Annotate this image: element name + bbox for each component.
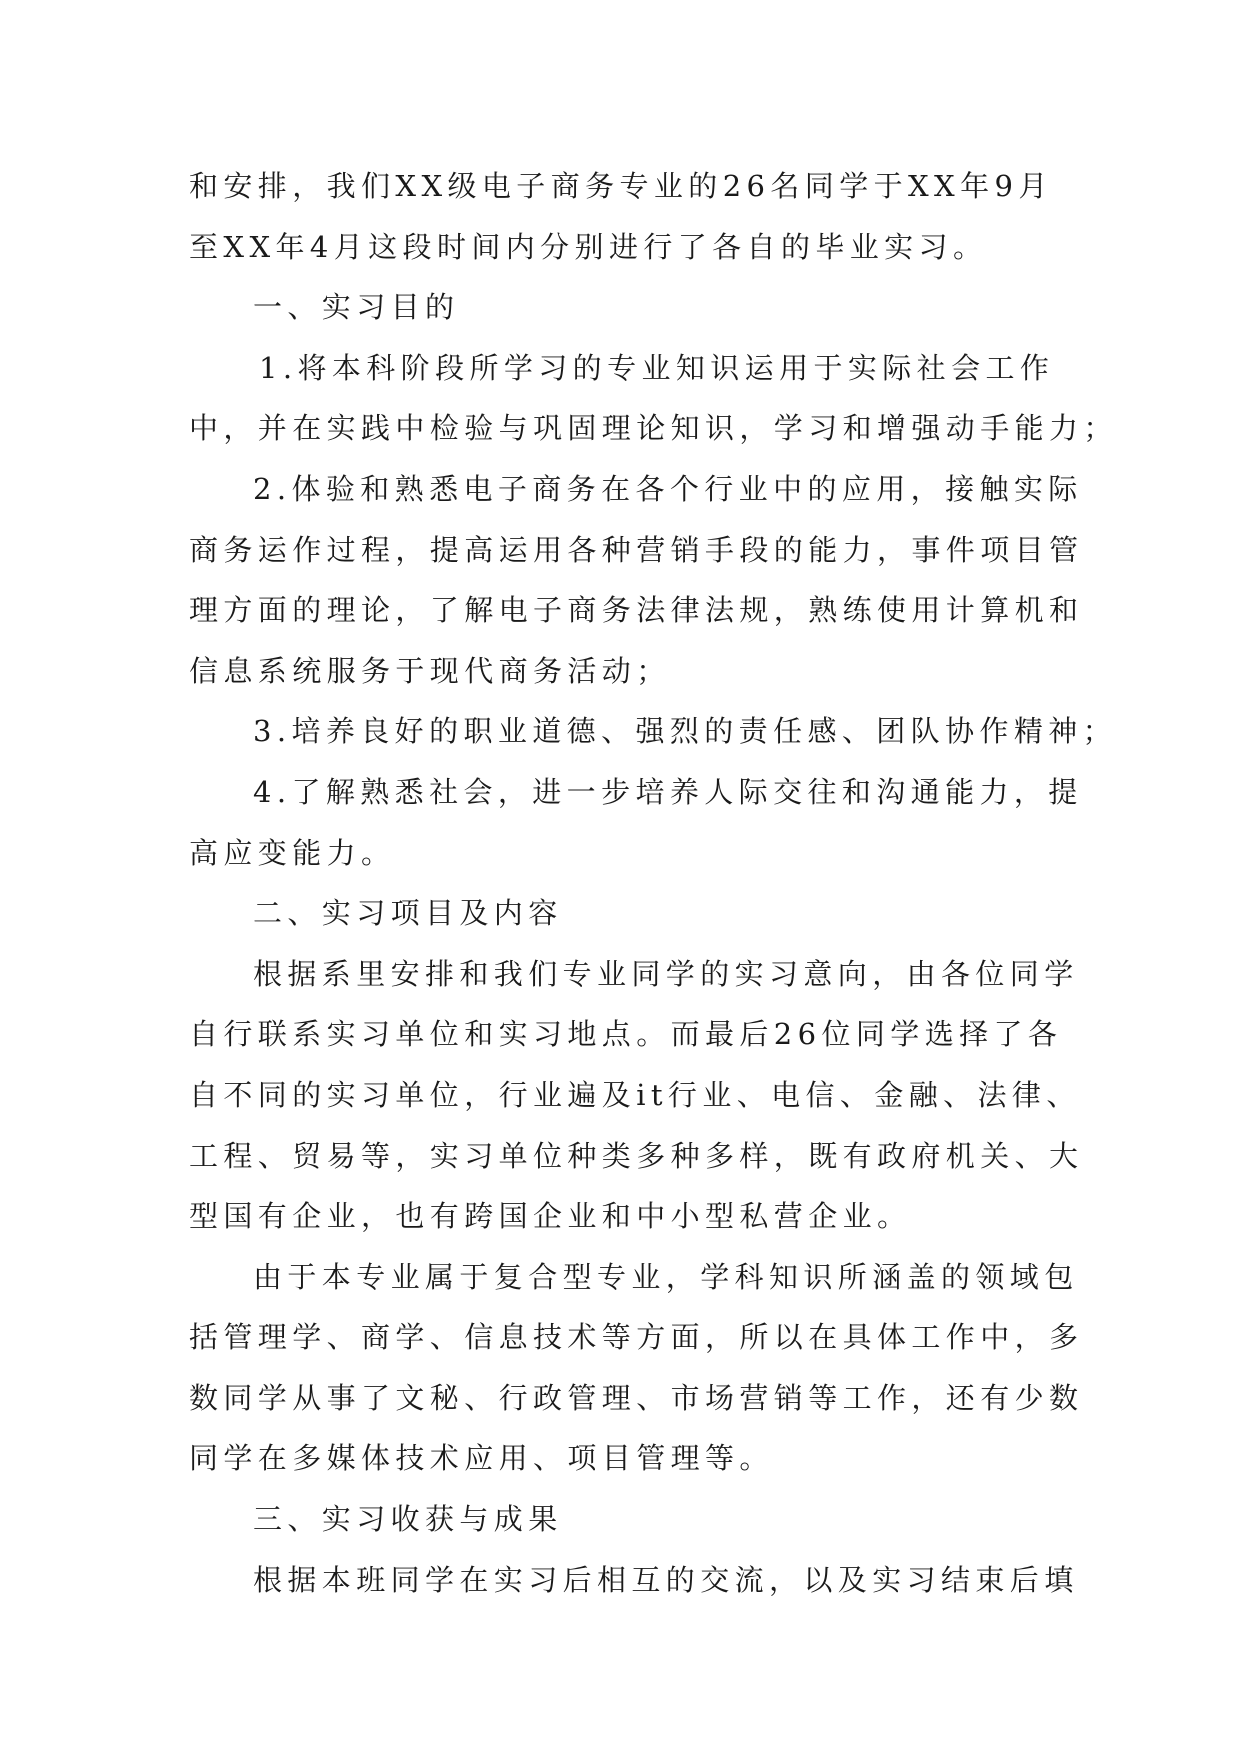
- list-item-1: 1.将本科阶段所学习的专业知识运用于实际社会工作: [259, 350, 1055, 385]
- text-line: 同学在多媒体技术应用、项目管理等。: [189, 1441, 774, 1476]
- text-line: 括管理学、商学、信息技术等方面，所以在具体工作中，多: [189, 1320, 1084, 1355]
- list-item-3: 3.培养良好的职业道德、强烈的责任感、团队协作精神；: [253, 714, 1118, 749]
- section-heading: 一、实习目的: [253, 290, 460, 325]
- paragraph-start: 根据本班同学在实习后相互的交流，以及实习结束后填: [253, 1562, 1079, 1597]
- text-line: 自不同的实习单位，行业遍及it行业、电信、金融、法律、: [189, 1077, 1081, 1112]
- paragraph-start: 根据系里安排和我们专业同学的实习意向，由各位同学: [253, 956, 1079, 991]
- text-line: 和安排，我们XX级电子商务专业的26名同学于XX年9月: [189, 169, 1053, 203]
- paragraph-start: 由于本专业属于复合型专业，学科知识所涵盖的领域包: [253, 1259, 1079, 1294]
- document-body: [189, 156, 1118, 1610]
- text-line: 型国有企业，也有跨国企业和中小型私营企业。: [189, 1199, 912, 1234]
- text-line: 信息系统服务于现代商务活动；: [189, 653, 671, 688]
- text-line: 工程、贸易等，实习单位种类多种多样，既有政府机关、大: [189, 1138, 1084, 1173]
- text-line: 自行联系实习单位和实习地点。而最后26位同学选择了各: [189, 1017, 1063, 1052]
- section-heading: 三、实习收获与成果: [253, 1502, 563, 1537]
- list-item-2: 2.体验和熟悉电子商务在各个行业中的应用，接触实际: [253, 471, 1083, 506]
- section-heading: 二、实习项目及内容: [253, 896, 563, 931]
- text-line: 商务运作过程，提高运用各种营销手段的能力，事件项目管: [189, 532, 1084, 567]
- text-line: 至XX年4月这段时间内分别进行了各自的毕业实习。: [189, 229, 988, 264]
- text-line: 数同学从事了文秘、行政管理、市场营销等工作，还有少数: [189, 1380, 1084, 1415]
- list-item-4: 4.了解熟悉社会，进一步培养人际交往和沟通能力，提: [253, 774, 1083, 809]
- text-line: 理方面的理论，了解电子商务法律法规，熟练使用计算机和: [189, 593, 1084, 628]
- text-line: 中，并在实践中检验与巩固理论知识，学习和增强动手能力；: [189, 411, 1118, 446]
- text-line: 高应变能力。: [189, 835, 396, 870]
